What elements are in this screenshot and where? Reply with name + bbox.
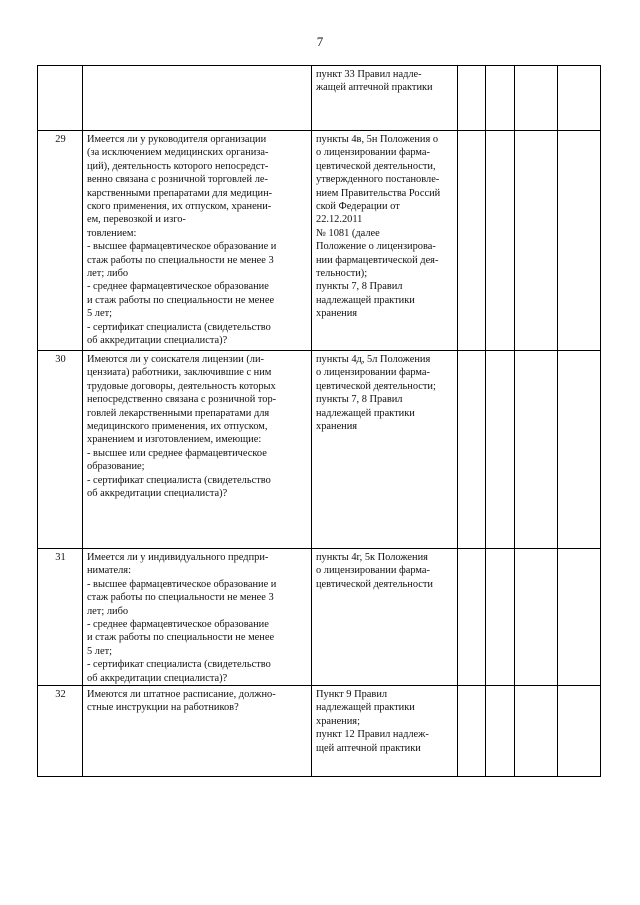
not-applicable-cell	[515, 66, 558, 131]
legal-reference: пункты 4г, 5к Положения о лицензировании фарма- цевтической деятельности	[312, 549, 458, 686]
comment-cell	[558, 66, 601, 131]
row-number: 32	[38, 686, 83, 777]
legal-reference: пункты 4в, 5н Положения о о лицензировании фарма- цевтической деятельности, утвержденного постановле- нием Правительства Россий ской Федерации от 22.12.2011 № 1081 (далее Положение о лицензирова- нии фармацевтической дея- тельности); пункты 7, 8 Правил надлежащей практики хранения	[312, 131, 458, 351]
answer-no-cell	[486, 66, 515, 131]
table-row	[38, 131, 601, 351]
table-row	[38, 686, 601, 777]
answer-no-cell	[486, 131, 515, 351]
not-applicable-cell	[515, 131, 558, 351]
not-applicable-cell	[515, 549, 558, 686]
comment-cell	[558, 351, 601, 549]
table-row	[38, 351, 601, 549]
comment-cell	[558, 131, 601, 351]
answer-no-cell	[486, 351, 515, 549]
page-number: 7	[316, 34, 324, 49]
answer-yes-cell	[458, 549, 486, 686]
requirement-question: Имеется ли у индивидуального предпри- нимателя: - высшее фармацевтическое образование и стаж работы по специальности не менее 3 лет; либо - среднее фармацевтическое образование и стаж работы по специальности не менее 5 лет; - сертификат специалиста (свидетельство об аккредитации специалиста)?	[83, 549, 312, 686]
row-number	[38, 66, 83, 131]
not-applicable-cell	[515, 686, 558, 777]
legal-reference: пункты 4д, 5л Положения о лицензировании фарма- цевтической деятельности; пункты 7, 8 Правил надлежащей практики хранения	[312, 351, 458, 549]
checklist-table	[37, 65, 601, 777]
requirement-question	[83, 66, 312, 131]
answer-yes-cell	[458, 131, 486, 351]
table-row	[38, 549, 601, 686]
row-number: 31	[38, 549, 83, 686]
row-number: 29	[38, 131, 83, 351]
row-number: 30	[38, 351, 83, 549]
legal-reference: Пункт 9 Правил надлежащей практики хранения; пункт 12 Правил надлеж- щей аптечной практики	[312, 686, 458, 777]
answer-no-cell	[486, 549, 515, 686]
answer-no-cell	[486, 686, 515, 777]
answer-yes-cell	[458, 686, 486, 777]
requirement-question: Имеется ли у руководителя организации (за исключением медицинских организа- ций), деятельность которого непосредст- венно связана с розничной торговлей ле- карственными препаратами для медицин- ского применения, их отпуском, хранени- ем, перевозкой и изго- товлением: - высшее фармацевтическое образование и стаж работы по специальности не менее 3 лет; либо - среднее фармацевтическое образование и стаж работы по специальности не менее 5 лет; - сертификат специалиста (свидетельство об аккредитации специалиста)?	[83, 131, 312, 351]
answer-yes-cell	[458, 351, 486, 549]
legal-reference: пункт 33 Правил надле- жащей аптечной практики	[312, 66, 458, 131]
requirement-question: Имеются ли у соискателя лицензии (ли- цензиата) работники, заключившие с ним трудовые договоры, деятельность которых непосредственно связана с розничной тор- говлей лекарственными препаратами для медицинского применения, их отпуском, хранением и изготовлением, имеющие: - высшее или среднее фармацевтическое образование; - сертификат специалиста (свидетельство об аккредитации специалиста)?	[83, 351, 312, 549]
requirement-question: Имеются ли штатное расписание, должно- стные инструкции на работников?	[83, 686, 312, 777]
not-applicable-cell	[515, 351, 558, 549]
comment-cell	[558, 686, 601, 777]
comment-cell	[558, 549, 601, 686]
table-row	[38, 66, 601, 131]
answer-yes-cell	[458, 66, 486, 131]
